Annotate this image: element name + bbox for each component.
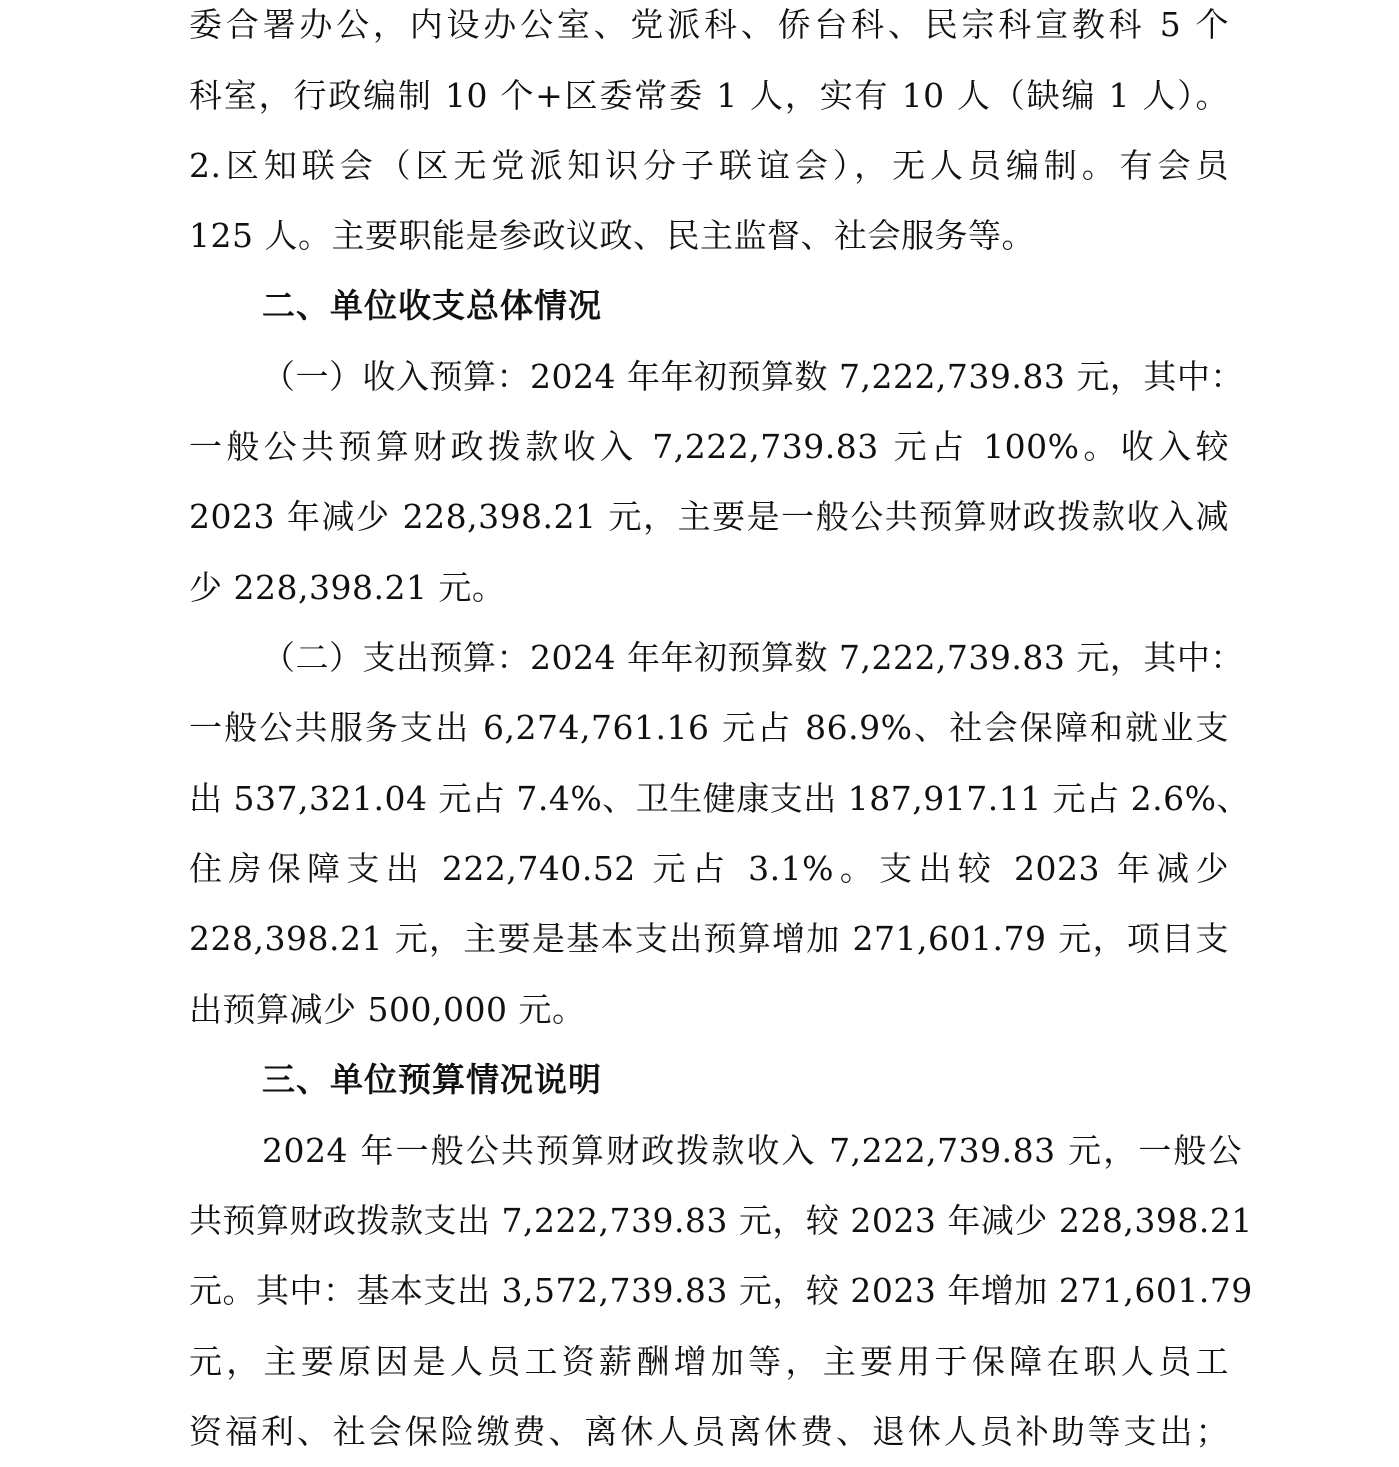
section-heading: 二、单位收支总体情况 [262,286,602,325]
paragraph-line: 一般公共服务支出 6,274,761.16 元占 86.9%、社会保障和就业支 [189,708,1229,747]
paragraph-line: 元。其中：基本支出 3,572,739.83 元，较 2023 年增加 271,601.79 [189,1271,1253,1310]
paragraph-line: 出 537,321.04 元占 7.4%、卫生健康支出 187,917.11 元占 2.6%、 [189,779,1251,818]
paragraph-line: 住房保障支出 222,740.52 元占 3.1%。支出较 2023 年减少 [189,849,1229,888]
paragraph-line: 2023 年减少 228,398.21 元，主要是一般公共预算财政拨款收入减 [189,497,1229,536]
paragraph-line: 125 人。主要职能是参政议政、民主监督、社会服务等。 [189,216,1035,255]
paragraph-line: 2.区知联会（区无党派知识分子联谊会），无人员编制。有会员 [189,146,1229,185]
paragraph-line: 共预算财政拨款支出 7,222,739.83 元，较 2023 年减少 228,398.21 [189,1201,1253,1240]
paragraph-line: 科室，行政编制 10 个+区委常委 1 人，实有 10 人（缺编 1 人）。 [189,76,1229,115]
section-heading: 三、单位预算情况说明 [262,1060,602,1099]
paragraph-line: 2024 年一般公共预算财政拨款收入 7,222,739.83 元，一般公 [262,1131,1242,1170]
paragraph-line: （一）收入预算：2024 年年初预算数 7,222,739.83 元，其中： [262,357,1244,396]
paragraph-line: （二）支出预算：2024 年年初预算数 7,222,739.83 元，其中： [262,638,1244,677]
paragraph-line: 一般公共预算财政拨款收入 7,222,739.83 元占 100%。收入较 [189,427,1229,466]
paragraph-line: 资福利、社会保险缴费、离休人员离休费、退休人员补助等支出； [189,1412,1229,1451]
paragraph-line: 出预算减少 500,000 元。 [189,990,586,1029]
paragraph-line: 委合署办公，内设办公室、党派科、侨台科、民宗科宣教科 5 个 [189,5,1229,44]
paragraph-line: 228,398.21 元，主要是基本支出预算增加 271,601.79 元，项目支 [189,919,1229,958]
paragraph-line: 元，主要原因是人员工资薪酬增加等，主要用于保障在职人员工 [189,1342,1229,1381]
paragraph-line: 少 228,398.21 元。 [189,568,506,607]
